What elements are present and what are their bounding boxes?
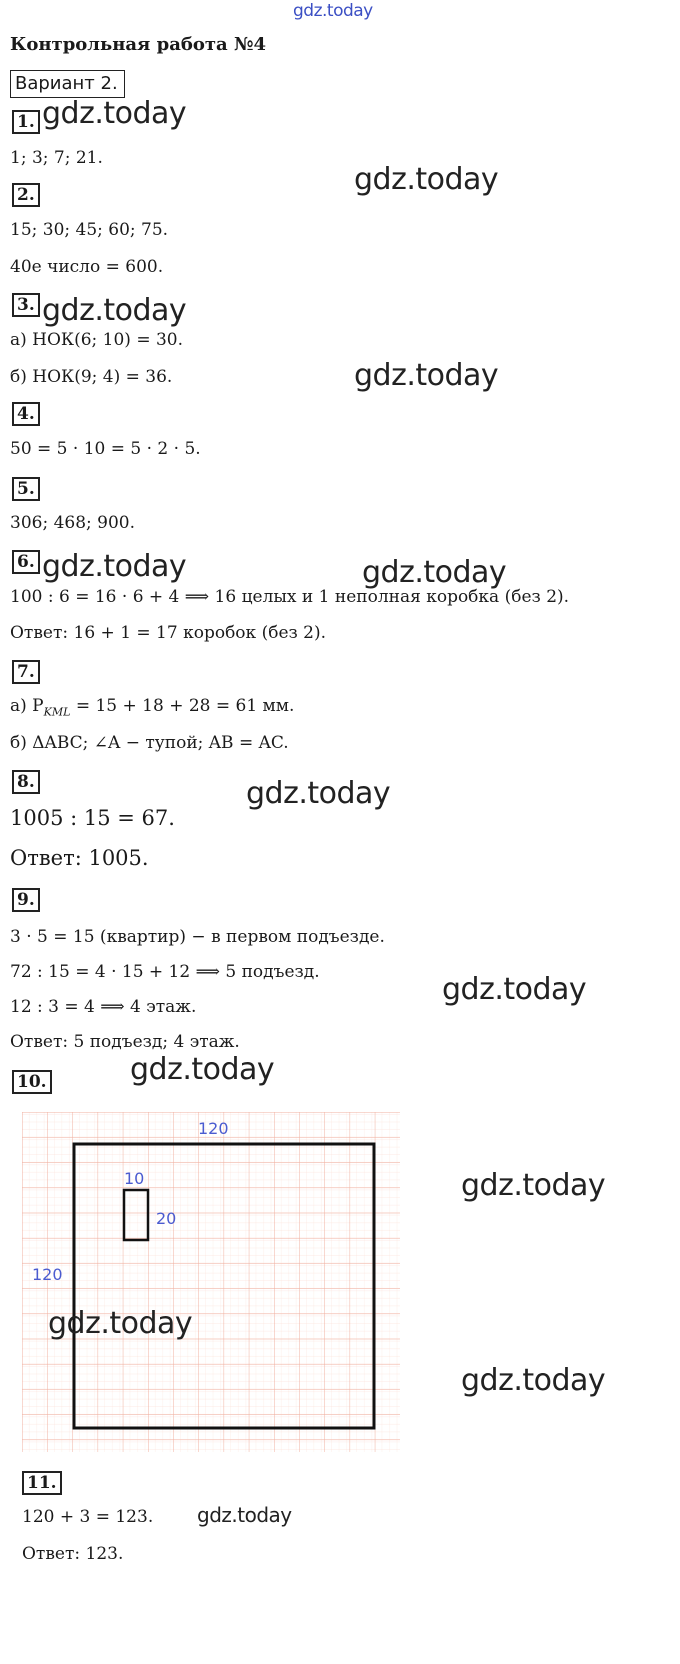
label-small-width: 10 [124,1169,145,1188]
task-2-line-1: 15; 30; 45; 60; 75. [10,220,169,240]
task-8-line-2: Ответ: 1005. [10,846,149,870]
label-small-height: 20 [156,1209,177,1228]
watermark-text: gdz.today [354,162,499,197]
task-9-line-1: 3 · 5 = 15 (квартир) − в первом подъезде. [10,927,385,947]
watermark-text: gdz.today [461,1168,606,1203]
task-5-line-1: 306; 468; 900. [10,513,136,533]
task-1-line-1: 1; 3; 7; 21. [10,148,103,168]
label-big-height: 120 [32,1265,63,1284]
task-11-line-1: 120 + 3 = 123. [22,1507,154,1527]
header-watermark: gdz.today [293,1,373,21]
task-7-line-1: а) $P_{KML} = 15 + 18 + 28 = 61$ мм. [10,696,295,719]
task-11-line-2: Ответ: 123. [22,1544,124,1564]
watermark-text: gdz.today [461,1363,606,1398]
task-6-line-1: 100 : 6 = 16 · 6 + 4 ⟹ 16 целых и 1 неполная коробка (без 2). [10,587,570,607]
task-11-number: 11. [22,1471,62,1495]
task-4-number: 4. [12,402,40,426]
watermark-text: gdz.today [246,776,391,811]
task-8-line-1: 1005 : 15 = 67. [10,806,175,830]
watermark-text: gdz.today [362,555,507,590]
task-6-number: 6. [12,550,40,574]
variant-label: Вариант 2. [10,70,125,98]
task-3-line-2: б) НОК(9; 4) = 36. [10,367,173,387]
label-big-width: 120 [198,1119,229,1138]
task-9-line-4: Ответ: 5 подъезд; 4 этаж. [10,1032,240,1052]
task-2-line-2: 40е число = 600. [10,257,164,277]
task-7-line-2: б) ΔABC; ∠A − тупой; AB = AC. [10,733,289,753]
grid-paper [22,1112,400,1452]
watermark-text: gdz.today [354,358,499,393]
watermark-text: gdz.today [42,96,187,131]
task-9-line-3: 12 : 3 = 4 ⟹ 4 этаж. [10,997,197,1017]
watermark-text: gdz.today [130,1052,275,1087]
watermark-text: gdz.today [442,972,587,1007]
task-6-line-2: Ответ: 16 + 1 = 17 коробок (без 2). [10,623,327,643]
task-10-number: 10. [12,1070,52,1094]
task-4-line-1: 50 = 5 · 10 = 5 · 2 · 5. [10,439,201,459]
watermark-text: gdz.today [42,549,187,584]
task-5-number: 5. [12,477,40,501]
watermark-text: gdz.today [48,1306,193,1341]
watermark-text: gdz.today [197,1503,292,1527]
task-9-number: 9. [12,888,40,912]
watermark-text: gdz.today [42,293,187,328]
task-3-line-1: а) НОК(6; 10) = 30. [10,330,184,350]
task-2-number: 2. [12,183,40,207]
task-7-number: 7. [12,660,40,684]
task-8-number: 8. [12,770,40,794]
task-9-line-2: 72 : 15 = 4 · 15 + 12 ⟹ 5 подъезд. [10,962,320,982]
task-1-number: 1. [12,110,40,134]
task-3-number: 3. [12,293,40,317]
page-title: Контрольная работа №4 [10,34,267,55]
